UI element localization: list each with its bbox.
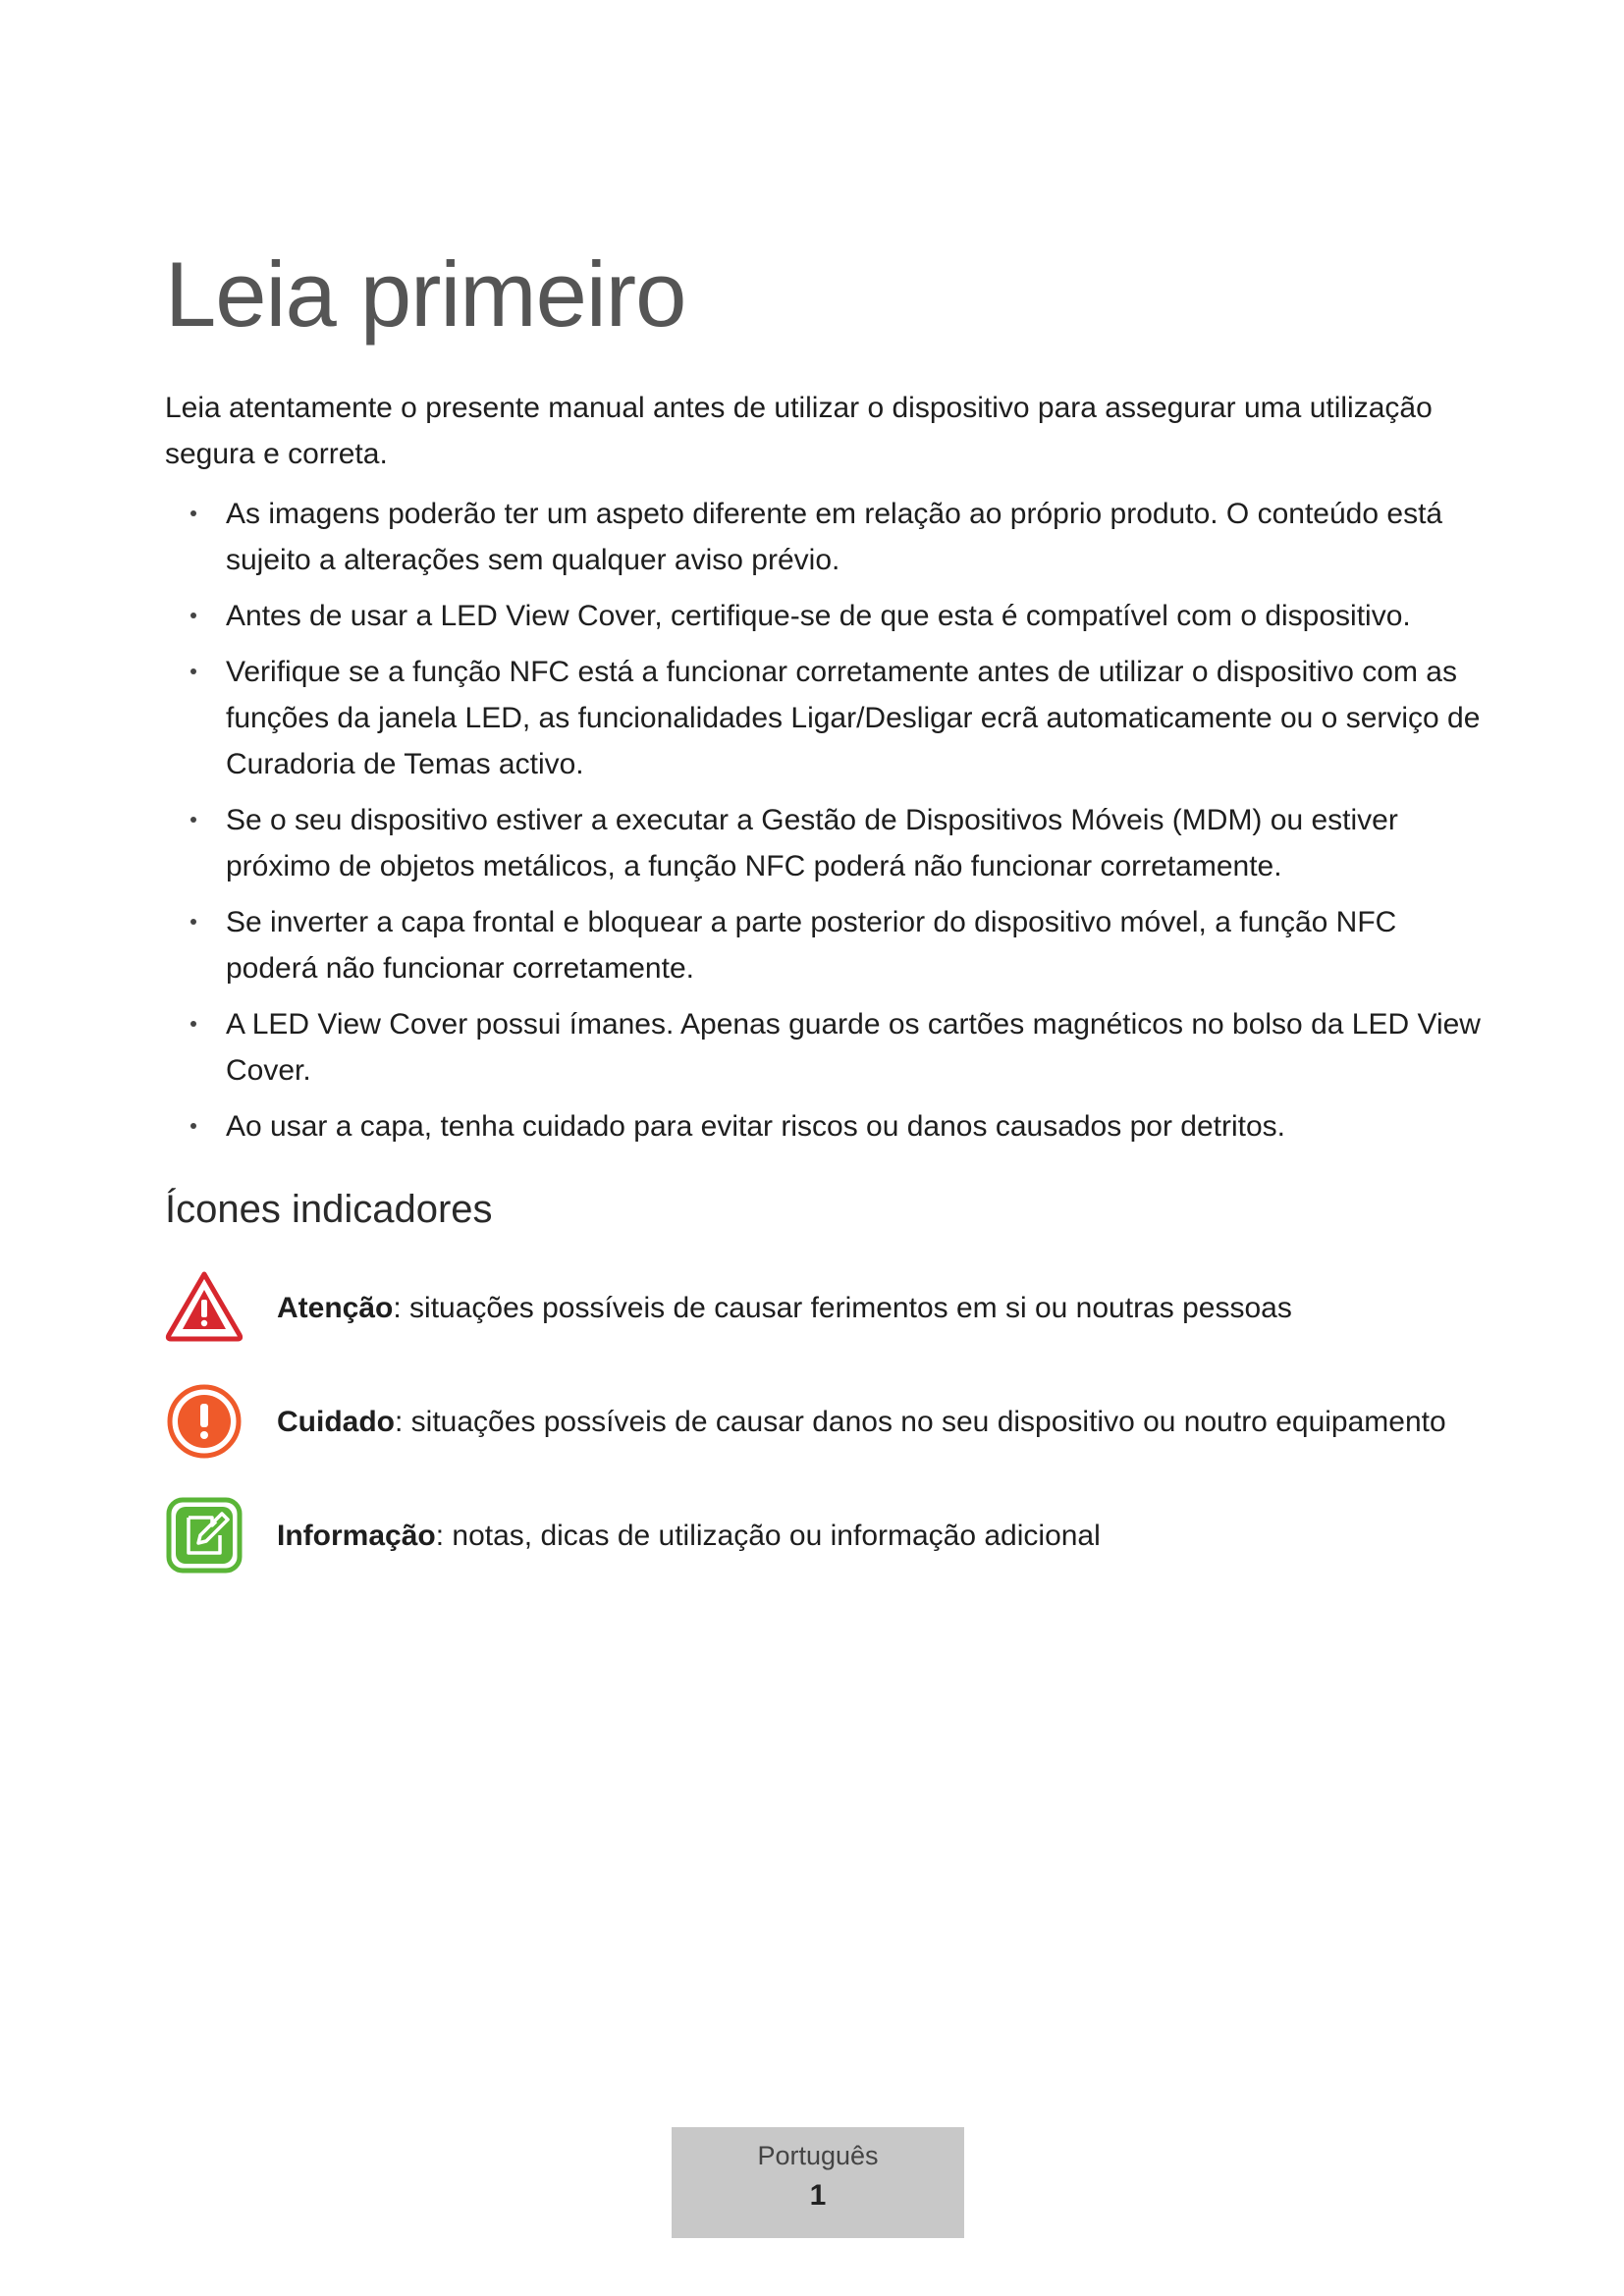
footer-language: Português [757,2141,879,2170]
list-item-text: Antes de usar a LED View Cover, certifique-se de que esta é compatível com o dispositivo. [226,600,1411,632]
warning-triangle-icon [165,1268,244,1347]
list-item-text: A LED View Cover possui ímanes. Apenas guarde os cartões magnéticos no bolso da LED View Cover. [226,1008,1481,1087]
bullet-dot-icon [190,1123,196,1129]
bullet-dot-icon [190,613,196,618]
indicator-info [165,1496,1540,1575]
bullet-dot-icon [190,817,196,823]
bullet-dot-icon [190,668,196,674]
list-item-text: As imagens poderão ter um aspeto diferente em relação ao próprio produto. O conteúdo está sujeito a alterações sem qualquer aviso prévio. [226,498,1443,576]
list-item [165,491,1486,583]
page-title: Leia primeiro [165,242,686,346]
indicator-description: : situações possíveis de causar danos no seu dispositivo ou noutro equipamento [395,1406,1446,1438]
list-item [165,649,1486,787]
page-footer [672,2127,964,2238]
indicator-info-text [277,1518,1101,1555]
list-item [165,593,1486,639]
caution-circle-icon [165,1382,244,1461]
indicator-warning-text [277,1290,1292,1327]
notice-list [165,491,1486,1159]
bullet-dot-icon [190,1021,196,1027]
bullet-dot-icon [190,919,196,925]
info-note-icon [165,1496,244,1575]
intro-paragraph: Leia atentamente o presente manual antes de utilizar o dispositivo para assegurar uma utilização segura e correta. [165,392,1433,470]
list-item [165,797,1486,889]
section-heading-indicators: Ícones indicadores [165,1188,493,1231]
indicator-label: Informação [277,1520,436,1552]
bullet-dot-icon [190,510,196,516]
list-item-text: Verifique se a função NFC está a funcionar corretamente antes de utilizar o dispositivo com as funções da janela LED, as funcionalidades Ligar/Desligar ecrã automaticamente ou o serviço de Curadoria de Temas activo. [226,656,1481,780]
list-item [165,899,1486,991]
indicator-warning [165,1268,1540,1347]
indicator-label: Cuidado [277,1406,395,1438]
indicator-caution [165,1382,1540,1461]
page-number: 1 [809,2179,827,2212]
list-item-text: Ao usar a capa, tenha cuidado para evitar riscos ou danos causados por detritos. [226,1110,1285,1143]
indicator-caution-text [277,1404,1446,1441]
list-item [165,1103,1486,1149]
indicator-description: : situações possíveis de causar ferimentos em si ou noutras pessoas [393,1292,1292,1324]
indicator-label: Atenção [277,1292,394,1324]
list-item-text: Se inverter a capa frontal e bloquear a parte posterior do dispositivo móvel, a função NFC poderá não funcionar corretamente. [226,906,1397,985]
list-item [165,1001,1486,1094]
indicator-description: : notas, dicas de utilização ou informação adicional [435,1520,1101,1552]
list-item-text: Se o seu dispositivo estiver a executar a Gestão de Dispositivos Móveis (MDM) ou estiver próximo de objetos metálicos, a função NFC poderá não funcionar corretamente. [226,804,1398,882]
